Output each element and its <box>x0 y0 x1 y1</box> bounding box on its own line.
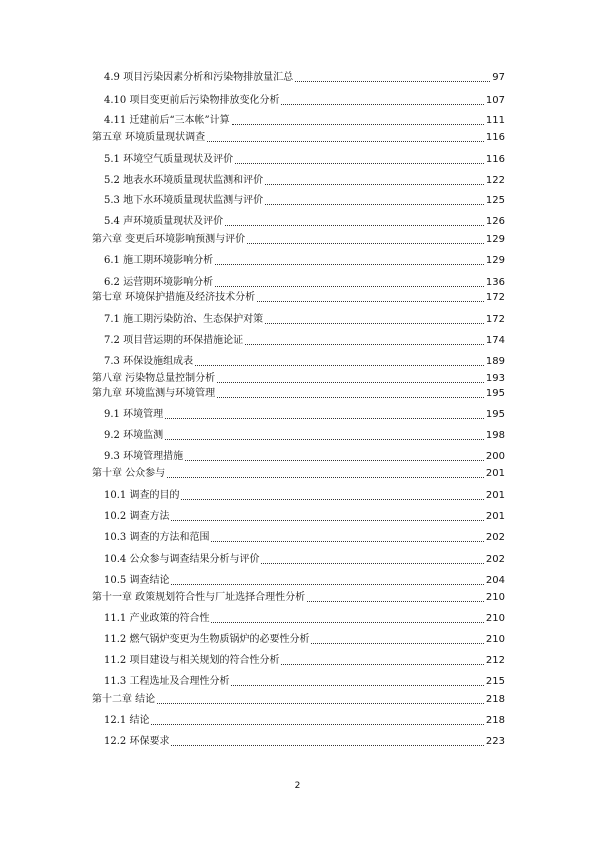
toc-section-entry[interactable] <box>104 93 505 107</box>
toc-dot-leader <box>232 123 484 125</box>
toc-entry-page: 129 <box>485 234 505 245</box>
toc-entry-page: 210 <box>485 592 505 603</box>
toc-entry-page: 193 <box>485 373 505 384</box>
toc-dot-leader <box>295 80 490 82</box>
toc-entry-page: 210 <box>485 613 505 624</box>
toc-entry-page: 223 <box>485 736 505 747</box>
toc-section-entry[interactable] <box>104 70 505 84</box>
toc-chapter-entry[interactable] <box>92 386 505 400</box>
toc-chapter-entry[interactable] <box>92 371 505 385</box>
toc-dot-leader <box>151 723 483 725</box>
toc-dot-leader <box>247 242 484 244</box>
toc-entry-title: 7.1 施工期污染防治、生态保护对策 <box>104 314 264 325</box>
toc-dot-leader <box>165 417 484 419</box>
toc-entry-page: 195 <box>485 388 505 399</box>
toc-dot-leader <box>265 203 484 205</box>
toc-entry-title: 5.4 声环境质量现状及评价 <box>104 216 224 227</box>
toc-entry-title: 5.3 地下水环境质量现状监测与评价 <box>104 195 264 206</box>
toc-dot-leader <box>195 364 484 366</box>
toc-entry-page: 97 <box>492 72 505 83</box>
toc-entry-page: 122 <box>485 175 505 186</box>
toc-entry-page: 116 <box>485 132 505 143</box>
toc-entry-title: 第九章 环境监测与环境管理 <box>92 388 216 399</box>
toc-entry-title: 11.2 项目建设与相关规划的符合性分析 <box>104 655 280 666</box>
toc-section-entry[interactable] <box>104 488 505 502</box>
toc-dot-leader <box>167 476 484 478</box>
toc-entry-page: 218 <box>485 715 505 726</box>
toc-entry-title: 9.2 环境监测 <box>104 430 164 441</box>
toc-dot-leader <box>245 343 484 345</box>
toc-chapter-entry[interactable] <box>92 692 505 706</box>
toc-dot-leader <box>171 519 483 521</box>
toc-section-entry[interactable] <box>104 573 505 587</box>
toc-dot-leader <box>211 540 483 542</box>
toc-entry-title: 第五章 环境质量现状调查 <box>92 132 206 143</box>
toc-entry-page: 201 <box>485 511 505 522</box>
toc-entry-page: 201 <box>485 490 505 501</box>
toc-dot-leader <box>215 263 484 265</box>
toc-entry-page: 172 <box>485 314 505 325</box>
toc-entry-title: 7.2 项目营运期的环保措施论证 <box>104 335 244 346</box>
toc-entry-page: 116 <box>485 154 505 165</box>
toc-dot-leader <box>265 183 484 185</box>
toc-section-entry[interactable] <box>104 152 505 166</box>
toc-entry-title: 第八章 污染物总量控制分析 <box>92 373 216 384</box>
toc-entry-page: 172 <box>485 292 505 303</box>
toc-entry-page: 129 <box>485 255 505 266</box>
toc-entry-title: 9.1 环境管理 <box>104 409 164 420</box>
toc-entry-page: 107 <box>485 95 505 106</box>
toc-entry-title: 第十二章 结论 <box>92 694 156 705</box>
toc-entry-title: 10.4 公众参与调查结果分析与评价 <box>104 554 260 565</box>
toc-entry-title: 11.3 工程选址及合理性分析 <box>104 676 230 687</box>
toc-entry-title: 10.5 调查结论 <box>104 575 170 586</box>
toc-section-entry[interactable] <box>104 449 505 463</box>
toc-entry-title: 6.1 施工期环境影响分析 <box>104 255 214 266</box>
toc-dot-leader <box>207 140 484 142</box>
toc-entry-title: 4.10 项目变更前后污染物排放变化分析 <box>104 95 280 106</box>
toc-entry-title: 9.3 环境管理措施 <box>104 451 184 462</box>
toc-entry-title: 5.1 环境空气质量现状及评价 <box>104 154 234 165</box>
toc-entry-page: 174 <box>485 335 505 346</box>
toc-entry-title: 5.2 地表水环境质量现状监测和评价 <box>104 175 264 186</box>
toc-section-entry[interactable] <box>104 113 505 127</box>
toc-entry-page: 210 <box>485 634 505 645</box>
toc-entry-page: 195 <box>485 409 505 420</box>
toc-section-entry[interactable] <box>104 653 505 667</box>
toc-chapter-entry[interactable] <box>92 590 505 604</box>
toc-section-entry[interactable] <box>104 253 505 267</box>
toc-dot-leader <box>211 621 483 623</box>
toc-entry-page: 125 <box>485 195 505 206</box>
toc-entry-page: 212 <box>485 655 505 666</box>
toc-entry-title: 12.1 结论 <box>104 715 150 726</box>
toc-entry-title: 12.2 环保要求 <box>104 736 170 747</box>
toc-entry-page: 202 <box>485 554 505 565</box>
toc-section-entry[interactable] <box>104 193 505 207</box>
toc-entry-title: 4.11 迁建前后“三本帐”计算 <box>104 115 230 126</box>
toc-entry-page: 201 <box>485 468 505 479</box>
toc-entry-title: 4.9 项目污染因素分析和污染物排放量汇总 <box>104 72 294 83</box>
toc-entry-page: 111 <box>485 115 505 126</box>
toc-section-entry[interactable] <box>104 428 505 442</box>
toc-entry-title: 第六章 变更后环境影响预测与评价 <box>92 234 246 245</box>
toc-entry-page: 202 <box>485 532 505 543</box>
toc-section-entry[interactable] <box>104 214 505 228</box>
toc-dot-leader <box>265 322 484 324</box>
toc-dot-leader <box>261 562 483 564</box>
toc-section-entry[interactable] <box>104 530 505 544</box>
toc-section-entry[interactable] <box>104 275 505 289</box>
toc-section-entry[interactable] <box>104 407 505 421</box>
toc-dot-leader <box>157 702 484 704</box>
toc-dot-leader <box>171 744 483 746</box>
toc-entry-page: 218 <box>485 694 505 705</box>
toc-entry-page: 136 <box>485 277 505 288</box>
toc-dot-leader <box>217 381 484 383</box>
page-number: 2 <box>294 781 301 791</box>
toc-entry-page: 126 <box>485 216 505 227</box>
toc-dot-leader <box>225 224 484 226</box>
toc-dot-leader <box>311 642 483 644</box>
toc-dot-leader <box>215 285 484 287</box>
toc-section-entry[interactable] <box>104 611 505 625</box>
toc-section-entry[interactable] <box>104 734 505 748</box>
toc-chapter-entry[interactable] <box>92 290 505 304</box>
toc-dot-leader <box>281 663 483 665</box>
toc-dot-leader <box>171 583 483 585</box>
toc-section-entry[interactable] <box>104 173 505 187</box>
toc-chapter-entry[interactable] <box>92 130 505 144</box>
toc-entry-title: 第十章 公众参与 <box>92 468 166 479</box>
toc-dot-leader <box>235 162 484 164</box>
toc-dot-leader <box>307 600 484 602</box>
toc-entry-title: 10.1 调查的目的 <box>104 490 180 501</box>
toc-section-entry[interactable] <box>104 632 505 646</box>
toc-dot-leader <box>181 498 483 500</box>
toc-entry-title: 6.2 运营期环境影响分析 <box>104 277 214 288</box>
toc-entry-title: 10.2 调查方法 <box>104 511 170 522</box>
toc-entry-page: 215 <box>485 676 505 687</box>
toc-entry-page: 200 <box>485 451 505 462</box>
toc-entry-title: 10.3 调查的方法和范围 <box>104 532 210 543</box>
toc-section-entry[interactable] <box>104 354 505 368</box>
toc-entry-page: 204 <box>485 575 505 586</box>
toc-entry-title: 7.3 环保设施组成表 <box>104 356 194 367</box>
toc-dot-leader <box>165 438 484 440</box>
toc-chapter-entry[interactable] <box>92 232 505 246</box>
toc-chapter-entry[interactable] <box>92 466 505 480</box>
toc-section-entry[interactable] <box>104 713 505 727</box>
toc-entry-page: 198 <box>485 430 505 441</box>
toc-entry-title: 第十一章 政策规划符合性与厂址选择合理性分析 <box>92 592 306 603</box>
toc-dot-leader <box>217 396 484 398</box>
toc-section-entry[interactable] <box>104 552 505 566</box>
toc-entry-page: 189 <box>485 356 505 367</box>
toc-section-entry[interactable] <box>104 509 505 523</box>
toc-dot-leader <box>281 103 483 105</box>
toc-entry-title: 第七章 环境保护措施及经济技术分析 <box>92 292 256 303</box>
toc-entry-title: 11.1 产业政策的符合性 <box>104 613 210 624</box>
toc-section-entry[interactable] <box>104 674 505 688</box>
toc-entry-title: 11.2 燃气锅炉变更为生物质锅炉的必要性分析 <box>104 634 310 645</box>
toc-dot-leader <box>231 684 483 686</box>
toc-dot-leader <box>257 300 484 302</box>
toc-section-entry[interactable] <box>104 312 505 326</box>
toc-section-entry[interactable] <box>104 333 505 347</box>
toc-dot-leader <box>185 459 484 461</box>
